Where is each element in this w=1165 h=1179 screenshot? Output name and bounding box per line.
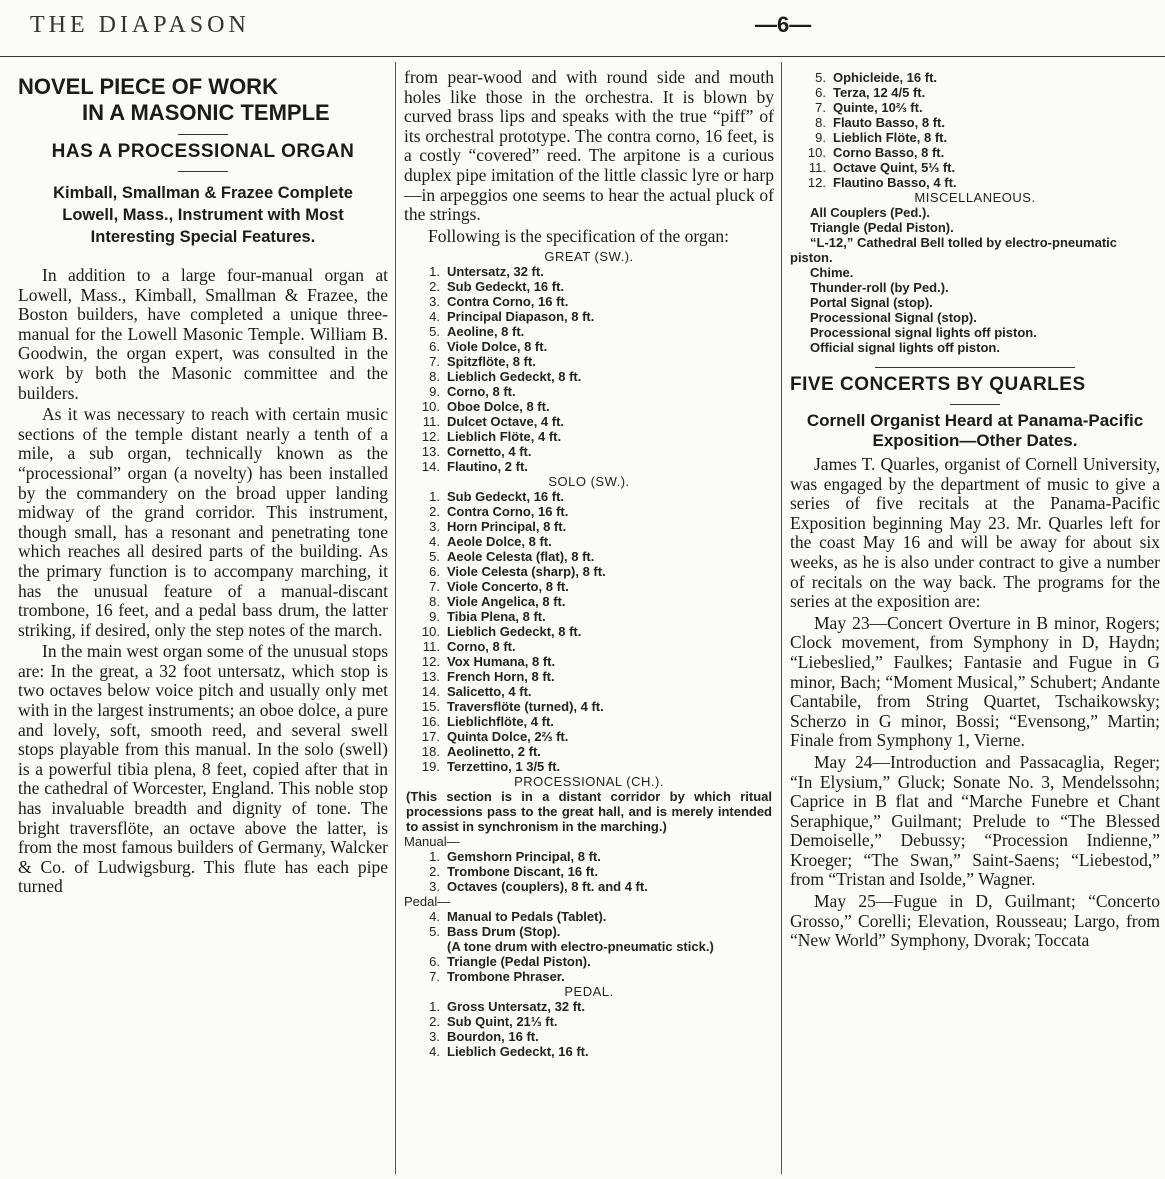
- stop-name: Corno, 8 ft.: [447, 384, 516, 400]
- stop-name: Quinte, 10⅔ ft.: [833, 100, 923, 115]
- pedal-list: [404, 999, 774, 1059]
- stop-name: Viole Concerto, 8 ft.: [447, 579, 569, 595]
- stop-name: Flauto Basso, 8 ft.: [833, 115, 945, 130]
- stop-item: [404, 309, 774, 324]
- pedal-list-continued: [790, 70, 1160, 190]
- stop-name: Gross Untersatz, 32 ft.: [447, 999, 585, 1015]
- stop-name: Corno, 8 ft.: [447, 639, 516, 655]
- paragraph: May 23—Concert Overture in B minor, Rogers; Clock movement, from Symphony in D, Haydn; “Liebeslied,” Faulkes; Fantasie and Fugue in G minor, Bach; “Moment Musical,” Schubert; Andante Cantabile, from String Quartet, Tschaikowsky; Scherzo in G minor, Bossi; “Evensong,” Martin; Finale from Symphony 1, Vierne.: [790, 612, 1160, 751]
- section-title-miscellaneous: MISCELLANEOUS.: [914, 190, 1036, 205]
- stop-item: [404, 354, 774, 369]
- stop-number: 3.: [429, 519, 440, 535]
- stop-name: Bass Drum (Stop).: [447, 924, 561, 940]
- stop-item: [404, 759, 774, 774]
- headline-line-2: IN A MASONIC TEMPLE: [82, 100, 330, 125]
- stop-item: [404, 954, 774, 969]
- stop-name: Sub Quint, 21⅓ ft.: [447, 1014, 558, 1030]
- stop-number: 6.: [429, 339, 440, 355]
- stop-name: Dulcet Octave, 4 ft.: [447, 414, 565, 430]
- stop-item: [404, 1029, 774, 1044]
- stop-item: [404, 429, 774, 444]
- stop-name: Lieblichflöte, 4 ft.: [447, 714, 554, 730]
- stop-number: 1.: [429, 999, 440, 1015]
- pedal-stop-list-2: [404, 954, 774, 984]
- stop-number: 17.: [421, 729, 440, 745]
- paragraph: Following is the specification of the organ:: [428, 225, 730, 246]
- stop-item: [404, 699, 774, 714]
- stop-number: 10.: [421, 624, 440, 640]
- stop-name: Tibia Plena, 8 ft.: [447, 609, 546, 625]
- stop-number: 4.: [429, 1044, 440, 1060]
- stop-number: 7.: [815, 100, 826, 115]
- stop-item: [404, 999, 774, 1014]
- stop-item: [404, 579, 774, 594]
- misc-item: Chime.: [810, 265, 854, 280]
- pedal-label: Pedal—: [404, 894, 451, 910]
- stop-name: Trombone Phraser.: [447, 969, 565, 985]
- stop-name: Octaves (couplers), 8 ft. and 4 ft.: [447, 879, 648, 895]
- stop-name: Untersatz, 32 ft.: [447, 264, 544, 280]
- stop-number: 12.: [421, 429, 440, 445]
- divider-rule: [875, 367, 1075, 368]
- stop-number: 1.: [429, 264, 440, 280]
- stop-item: [404, 594, 774, 609]
- stop-number: 13.: [421, 444, 440, 460]
- stop-name: Sub Gedeckt, 16 ft.: [447, 489, 565, 505]
- stop-item: [404, 864, 774, 879]
- divider-rule: [950, 404, 1000, 405]
- stop-number: 6.: [429, 564, 440, 580]
- stop-name: Viole Dolce, 8 ft.: [447, 339, 548, 355]
- stop-name: Aeole Dolce, 8 ft.: [447, 534, 552, 550]
- stop-name: Corno Basso, 8 ft.: [833, 145, 945, 160]
- stop-name: Viole Celesta (sharp), 8 ft.: [447, 564, 606, 580]
- stop-number: 9.: [815, 130, 826, 145]
- stop-item: [404, 444, 774, 459]
- divider-rule: [178, 134, 228, 135]
- stop-item: [404, 399, 774, 414]
- stop-number: 4.: [429, 909, 440, 925]
- misc-item: Processional signal lights off piston.: [810, 325, 1037, 340]
- stop-number: 5.: [429, 324, 440, 340]
- misc-item: Portal Signal (stop).: [810, 295, 933, 310]
- misc-item: All Couplers (Ped.).: [810, 205, 930, 220]
- stop-name: Bourdon, 16 ft.: [447, 1029, 539, 1045]
- stop-name: Terza, 12 4/5 ft.: [833, 85, 926, 100]
- column-3: [790, 62, 1160, 1174]
- stop-name: Lieblich Gedeckt, 8 ft.: [447, 624, 582, 640]
- stop-name: Lieblich Gedeckt, 8 ft.: [447, 369, 582, 385]
- pedal-stop-list: [404, 909, 774, 939]
- article-body: [790, 455, 1160, 951]
- stop-number: 7.: [429, 579, 440, 595]
- stop-item: [404, 624, 774, 639]
- stop-item: [790, 175, 1160, 190]
- stop-number: 5.: [429, 549, 440, 565]
- stop-item: [404, 669, 774, 684]
- drum-note: (A tone drum with electro-pneumatic stick.): [447, 939, 714, 955]
- stop-name: Principal Diapason, 8 ft.: [447, 309, 595, 325]
- stop-item: [404, 609, 774, 624]
- divider-rule: [178, 171, 228, 172]
- stop-item: [404, 414, 774, 429]
- stop-item: [404, 519, 774, 534]
- stop-item: [790, 85, 1160, 100]
- stop-name: Aeole Celesta (flat), 8 ft.: [447, 549, 595, 565]
- stop-item: [790, 145, 1160, 160]
- stop-item: [404, 324, 774, 339]
- stop-name: Salicetto, 4 ft.: [447, 684, 532, 700]
- masthead: THE DIAPASON: [30, 12, 250, 38]
- stop-name: Traversflöte (turned), 4 ft.: [447, 699, 604, 715]
- processional-note: (This section is in a distant corridor by which ritual processions pass to the great hall, and is merely intended to assist in synchronism in the marching.): [406, 789, 772, 835]
- stop-name: Manual to Pedals (Tablet).: [447, 909, 607, 925]
- stop-number: 10.: [421, 399, 440, 415]
- stop-item: [404, 264, 774, 279]
- stop-number: 3.: [429, 294, 440, 310]
- organ-specification-continued: [790, 70, 1160, 355]
- stop-item: [404, 924, 774, 939]
- stop-name: Aeoline, 8 ft.: [447, 324, 525, 340]
- stop-number: 3.: [429, 879, 440, 895]
- stop-item: [404, 729, 774, 744]
- stop-item: [404, 504, 774, 519]
- stop-item: [790, 115, 1160, 130]
- stop-number: 1.: [429, 849, 440, 865]
- stop-number: 8.: [815, 115, 826, 130]
- article-body: [18, 266, 388, 897]
- stop-number: 8.: [429, 594, 440, 610]
- stop-item: [404, 459, 774, 474]
- solo-stop-list: [404, 489, 774, 774]
- stop-number: 18.: [421, 744, 440, 760]
- stop-name: Vox Humana, 8 ft.: [447, 654, 556, 670]
- stop-item: [404, 654, 774, 669]
- stop-number: 4.: [429, 309, 440, 325]
- stop-number: 2.: [429, 504, 440, 520]
- stop-number: 13.: [421, 669, 440, 685]
- stop-name: Aeolinetto, 2 ft.: [447, 744, 541, 760]
- stop-item: [790, 160, 1160, 175]
- stop-item: [404, 294, 774, 309]
- article-deck: Kimball, Smallman & Frazee Complete Lowell, Mass., Instrument with Most Interesting Special Features.: [53, 184, 353, 246]
- column-1: [18, 62, 388, 1174]
- section-title-solo: SOLO (SW.).: [548, 474, 630, 490]
- stop-item: [790, 130, 1160, 145]
- stop-name: Octave Quint, 5⅓ ft.: [833, 160, 956, 175]
- stop-item: [404, 549, 774, 564]
- stop-item: [404, 534, 774, 549]
- stop-item: [404, 909, 774, 924]
- stop-item: [404, 369, 774, 384]
- stop-item: [404, 969, 774, 984]
- stop-number: 2.: [429, 1014, 440, 1030]
- article-deck: Cornell Organist Heard at Panama-Pacific Exposition—Other Dates.: [806, 411, 1144, 450]
- section-title-great: GREAT (SW.).: [544, 249, 634, 265]
- article-body-continued: [404, 68, 774, 246]
- stop-name: Contra Corno, 16 ft.: [447, 294, 569, 310]
- stop-number: 11.: [808, 160, 826, 175]
- stop-number: 11.: [422, 414, 440, 430]
- paragraph: James T. Quarles, organist of Cornell University, was engaged by the department of music to give a series of five recitals at the Panama-Pacific Exposition beginning May 23. Mr. Quarles left for the coast May 16 and will be away for about six weeks, as he is also under contract to give a number of recitals on the way back. The programs for the series at the exposition are:: [790, 454, 1160, 612]
- headline-line-1: NOVEL PIECE OF WORK: [18, 74, 278, 99]
- stop-name: Terzettino, 1 3/5 ft.: [447, 759, 561, 775]
- miscellaneous-list: [790, 205, 1160, 355]
- misc-item: Processional Signal (stop).: [810, 310, 977, 325]
- stop-number: 1.: [429, 489, 440, 505]
- stop-name: Oboe Dolce, 8 ft.: [447, 399, 550, 415]
- stop-name: Quinta Dolce, 2⅔ ft.: [447, 729, 569, 745]
- stop-number: 2.: [429, 864, 440, 880]
- paragraph: In addition to a large four-manual organ at Lowell, Mass., Kimball, Smallman & Frazee, the Boston builders, have completed a unique three-manual for the Lowell Masonic Temple. William B. Goodwin, the organ expert, was consulted in the work by both the Masonic committee and the builders.: [18, 265, 388, 403]
- manual-label: Manual—: [404, 834, 460, 850]
- stop-number: 7.: [429, 354, 440, 370]
- manual-stop-list: [404, 849, 774, 894]
- paragraph: from pear-wood and with round side and mouth holes like those in the orchestra. It is blown by curved brass lips and speaks with the true “piff” of its orchestral prototype. The contra corno, 16 feet, is a costly “covered” reed. The arpitone is a curious duplex pipe imitation of the little classic lyre or harp—in arpeggios one seems to hear the actual pluck of the strings.: [404, 67, 774, 225]
- stop-number: 14.: [421, 459, 440, 475]
- stop-item: [404, 684, 774, 699]
- stop-number: 19.: [421, 759, 440, 775]
- misc-item: Triangle (Pedal Piston).: [810, 220, 954, 235]
- article-headline: FIVE CONCERTS BY QUARLES: [790, 374, 1086, 395]
- column-divider: [395, 62, 396, 1174]
- section-title-processional: PROCESSIONAL (CH.).: [514, 774, 664, 790]
- misc-item: Official signal lights off piston.: [810, 340, 1000, 355]
- stop-number: 12.: [421, 654, 440, 670]
- stop-item: [790, 70, 1160, 85]
- stop-item: [404, 1014, 774, 1029]
- column-divider: [781, 62, 782, 1174]
- stop-name: Contra Corno, 16 ft.: [447, 504, 569, 520]
- stop-item: [404, 279, 774, 294]
- stop-item: [404, 384, 774, 399]
- stop-item: [790, 100, 1160, 115]
- page-number: —6—: [755, 12, 812, 37]
- stop-name: Lieblich Gedeckt, 16 ft.: [447, 1044, 589, 1060]
- stop-number: 6.: [429, 954, 440, 970]
- stop-item: [404, 879, 774, 894]
- article-subhead: HAS A PROCESSIONAL ORGAN: [51, 141, 355, 162]
- paragraph: May 25—Fugue in D, Guilmant; “Concerto Grosso,” Corelli; Elevation, Rousseau; Largo, from “New World” Symphony, Dvorak; Toccata: [790, 891, 1160, 951]
- stop-number: 10.: [807, 145, 826, 160]
- column-2: [404, 62, 774, 1174]
- stop-number: 9.: [429, 384, 440, 400]
- stop-item: [404, 849, 774, 864]
- stop-name: Lieblich Flöte, 8 ft.: [833, 130, 948, 145]
- stop-name: Flautino Basso, 4 ft.: [833, 175, 957, 190]
- misc-item: Thunder-roll (by Ped.).: [810, 280, 949, 295]
- page-header: [0, 0, 1165, 57]
- stop-name: Trombone Discant, 16 ft.: [447, 864, 598, 880]
- stop-name: Spitzflöte, 8 ft.: [447, 354, 536, 370]
- stop-number: 6.: [815, 85, 826, 100]
- stop-number: 16.: [421, 714, 440, 730]
- paragraph: May 24—Introduction and Passacaglia, Reger; “In Elysium,” Gluck; Sonate No. 3, Mendelssohn; Caprice in B flat and “Marche Funebre et Chant Seraphique,” Guilmant; Prelude to “The Blessed Demoiselle,” Debussy; “Procession Indienne,” Kroeger; “The Swan,” Saint-Saens; “Liebestod,” from “Tristan and Isolde,” Wagner.: [790, 751, 1160, 890]
- stop-name: Triangle (Pedal Piston).: [447, 954, 591, 970]
- stop-number: 5.: [429, 924, 440, 940]
- stop-name: Ophicleide, 16 ft.: [833, 70, 938, 85]
- stop-name: French Horn, 8 ft.: [447, 669, 555, 685]
- stop-number: 15.: [421, 699, 440, 715]
- stop-name: Horn Principal, 8 ft.: [447, 519, 567, 535]
- stop-number: 2.: [429, 279, 440, 295]
- article-headline: [18, 74, 388, 126]
- stop-number: 9.: [429, 609, 440, 625]
- stop-number: 7.: [429, 969, 440, 985]
- stop-name: Viole Angelica, 8 ft.: [447, 594, 566, 610]
- stop-number: 5.: [815, 70, 826, 85]
- stop-item: [404, 1044, 774, 1059]
- stop-number: 4.: [429, 534, 440, 550]
- stop-name: Gemshorn Principal, 8 ft.: [447, 849, 601, 865]
- stop-name: Lieblich Flöte, 4 ft.: [447, 429, 562, 445]
- stop-item: [404, 564, 774, 579]
- stop-number: 14.: [421, 684, 440, 700]
- stop-name: Flautino, 2 ft.: [447, 459, 528, 475]
- stop-item: [404, 714, 774, 729]
- stop-item: [404, 744, 774, 759]
- stop-item: [404, 339, 774, 354]
- stop-number: 8.: [429, 369, 440, 385]
- stop-number: 11.: [422, 639, 440, 655]
- stop-number: 12.: [807, 175, 826, 190]
- stop-name: Cornetto, 4 ft.: [447, 444, 532, 460]
- stop-name: Sub Gedeckt, 16 ft.: [447, 279, 565, 295]
- great-stop-list: [404, 264, 774, 474]
- stop-number: 3.: [429, 1029, 440, 1045]
- organ-specification: [404, 249, 774, 1059]
- stop-item: [404, 489, 774, 504]
- section-title-pedal: PEDAL.: [564, 984, 614, 1000]
- misc-item: “L-12,” Cathedral Bell tolled by electro-pneumatic piston.: [790, 235, 1118, 265]
- paragraph: As it was necessary to reach with certain music sections of the temple distant nearly a tenth of a mile, a sub organ, technically known as the “processional” organ (a novelty) has been installed by the commandery on the broad upper landing midway of the grand corridor. This instrument, though small, has a resonant and penetrating tone which reaches all desired parts of the building. As the primary function is to accompany marching, it has the unusual feature of a manual-discant trombone, 16 feet, and a pedal bass drum, the latter striking, if desired, only the step notes of the march.: [18, 404, 388, 640]
- stop-item: [404, 639, 774, 654]
- paragraph: In the main west organ some of the unusual stops are: In the great, a 32 foot untersatz, which stop is two octaves below voice pitch and usually only met with in the largest instruments; an oboe dolce, a pure and lovely, soft, smooth reed, and several swell stops playable from this manual. In the solo (swell) is a powerful tibia plena, 8 feet, copied after that in the cathedral of Worcester, England. This noble stop has invaluable breadth and dignity of tone. The bright traversflöte, an octave above the latter, is from the most famous builders of Germany, Walcker & Co. of Ludwigsburg. This flute has each pipe turned: [18, 641, 388, 897]
